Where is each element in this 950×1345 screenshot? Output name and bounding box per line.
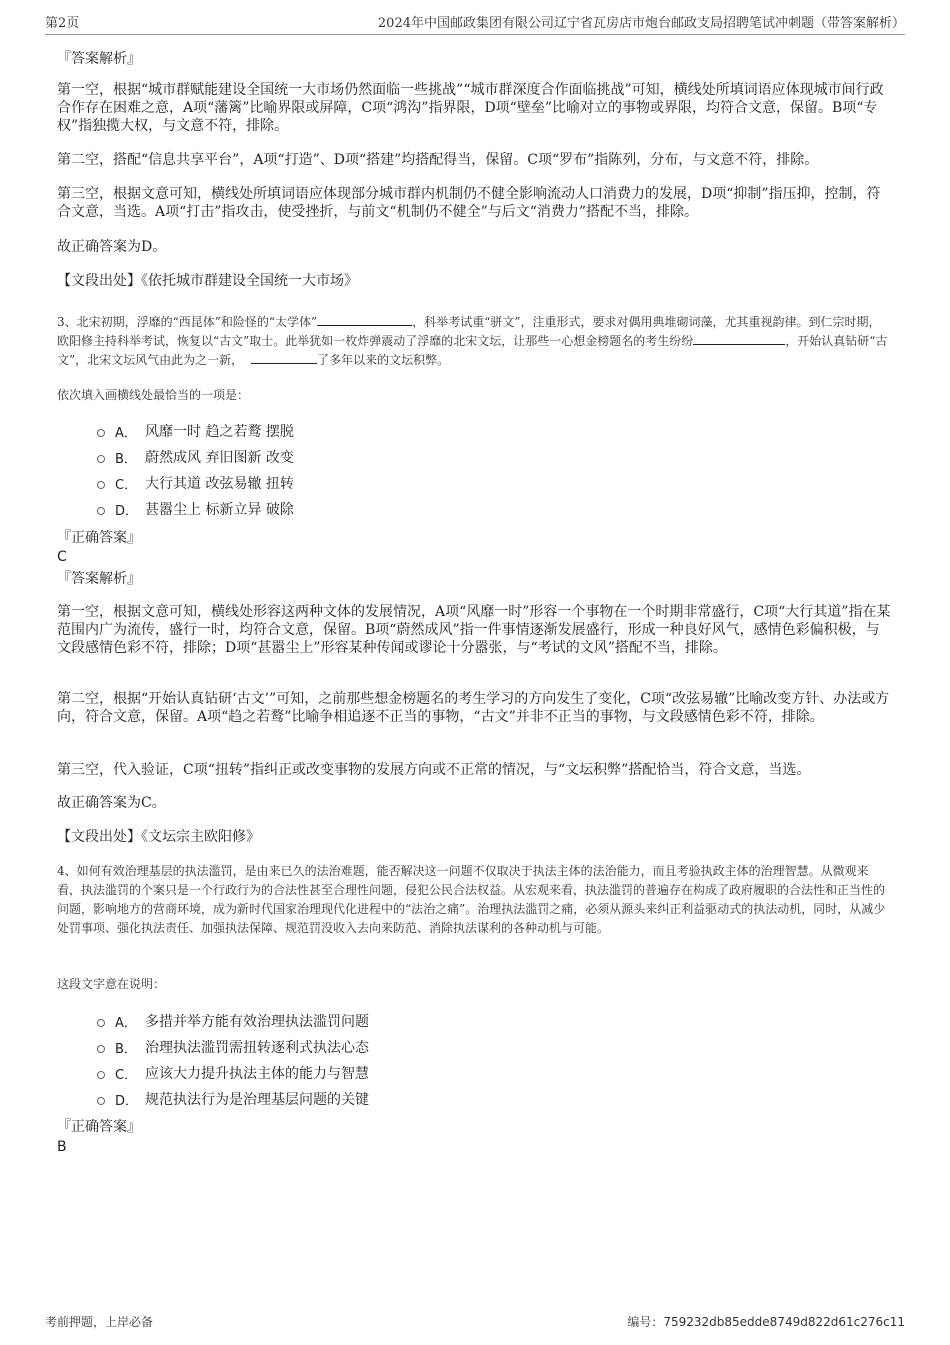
q3-option-c[interactable]: C． 大行其道 改弦易辙 扭转 <box>97 470 294 496</box>
q3-option-d[interactable]: D． 甚嚣尘上 标新立异 破除 <box>97 496 294 522</box>
q2-analysis-p3: 第三空，根据文意可知，横线处所填词语应体现部分城市群内机制仍不健全影响流动人口消费力的发展，D项“抑制”指压抑，控制，符合文意，当选。A项“打击”指攻击，使受挫折，与前文“机制仍不健全”与后文“消费力”搭配不当，排除。 <box>57 186 881 220</box>
q3-option-b[interactable]: B． 蔚然成风 弃旧图新 改变 <box>97 444 294 470</box>
footer-slogan: 考前押题，上岸必备 <box>45 1315 154 1329</box>
q3-stem-part4: 了多年以来的文坛积弊。 <box>317 353 450 367</box>
blank-2 <box>693 332 785 345</box>
q3-question <box>57 313 892 370</box>
blank-3 <box>251 351 317 364</box>
q3-analysis-p2: 第二空，根据“开始认真钻研‘古文’”可知，之前那些想金榜题名的考生学习的方向发生了变化，C项“改弦易辙”比喻改变方针、办法或方向，符合文意，保留。A项“趋之若鹜”比喻争相追逐不正当的事物，“古文”并非不正当的事物，与文段感情色彩不符，排除。 <box>57 691 890 725</box>
page-number: 第2页 <box>45 16 80 31</box>
radio-icon[interactable] <box>97 1019 105 1027</box>
document-title: 2024年中国邮政集团有限公司辽宁省瓦房店市炮台邮政支局招聘笔试冲刺题（带答案解析） <box>377 16 905 31</box>
q2-analysis-p2: 第二空，搭配“信息共享平台”，A项“打造”、D项“搭建”均搭配得当，保留。C项“罗布”指陈列，分布，与文意不符，排除。 <box>57 152 819 168</box>
q3-analysis-label: 『答案解析』 <box>57 571 141 587</box>
q3-stem-part2: ，科举考试重“骈文”，注重形式，要求对偶用典堆砌词藻，尤其重视韵律。到仁宗时期，欧阳修主持科举考试，恢复以“古文”取士。此举犹如一枚炸弹震动了浮靡的北宋文坛，让那些一心想金榜题名的考生纷纷 <box>57 315 881 348</box>
q4-option-b[interactable]: B． 治理执法滥罚需扭转逐利式执法心态 <box>97 1034 369 1060</box>
q4-options <box>97 1008 369 1112</box>
q4-prompt: 这段文字意在说明： <box>57 977 166 991</box>
radio-icon[interactable] <box>97 1071 105 1079</box>
q2-analysis-label: 『答案解析』 <box>57 51 141 67</box>
q4-answer-label: 『正确答案』 <box>57 1119 141 1135</box>
radio-icon[interactable] <box>97 455 105 463</box>
q4-option-c[interactable]: C． 应该大力提升执法主体的能力与智慧 <box>97 1060 369 1086</box>
page-header <box>45 12 905 35</box>
radio-icon[interactable] <box>97 481 105 489</box>
q2-analysis-p4: 故正确答案为D。 <box>57 239 167 255</box>
q2-analysis-p1: 第一空，根据“城市群赋能建设全国统一大市场仍然面临一些挑战”“城市群深度合作面临挑战”可知，横线处所填词语应体现城市间行政合作存在困难之意，A项“藩篱”比喻界限或屏障，C项“鸿沟”指界限，D项“壁垒”比喻对立的事物或界限，均符合文意，保留。B项“专权”指独揽大权，与文意不符，排除。 <box>57 82 884 134</box>
q3-analysis-p1: 第一空，根据文意可知，横线处形容这两种文体的发展情况，A项“风靡一时”形容一个事物在一个时期非常盛行，C项“大行其道”指在某范围内广为流传，盛行一时，均符合文意，保留。B项“蔚然成风”指一件事情逐渐发展盛行，形成一种良好风气，感情色彩偏积极，与文段感情色彩不符，排除；D项“甚嚣尘上”形容某种传闻或谬论十分嚣张，与“考试的文风”搭配不当，排除。 <box>57 604 891 656</box>
q3-options <box>97 418 294 522</box>
q3-stem-part1: 3、北宋初期，浮靡的“西昆体”和险怪的“太学体” <box>57 315 318 329</box>
radio-icon[interactable] <box>97 429 105 437</box>
q4-option-d[interactable]: D． 规范执法行为是治理基层问题的关键 <box>97 1086 369 1112</box>
page-footer <box>45 1313 905 1330</box>
radio-icon[interactable] <box>97 1097 105 1105</box>
q2-source: 【文段出处】《依托城市群建设全国统一大市场》 <box>57 273 358 289</box>
q3-answer: C <box>57 549 67 565</box>
q3-analysis-p3: 第三空，代入验证，C项“扭转”指纠正或改变事物的发展方向或不正常的情况，与“文坛积弊”搭配恰当，符合文意，当选。 <box>57 762 811 778</box>
radio-icon[interactable] <box>97 507 105 515</box>
q3-prompt: 依次填入画横线处最恰当的一项是： <box>57 388 250 402</box>
q3-answer-label: 『正确答案』 <box>57 530 141 546</box>
radio-icon[interactable] <box>97 1045 105 1053</box>
q4-option-a[interactable]: A． 多措并举方能有效治理执法滥罚问题 <box>97 1008 369 1034</box>
q3-option-a[interactable]: A． 风靡一时 趋之若鹜 摆脱 <box>97 418 294 444</box>
document-code: 编号：759232db85edde8749d822d61c276c11 <box>627 1315 905 1329</box>
q4-question: 4、如何有效治理基层的执法滥罚，是由来已久的法治难题，能否解决这一问题不仅取决于执法主体的法治能力，而且考验执政主体的治理智慧。从微观来看，执法滥罚的个案只是一个行政行为的合法性甚至合理性问题，侵犯公民合法权益。从宏观来看，执法滥罚的普遍存在构成了政府履职的合法性和正当性的问题，影响地方的营商环境，成为新时代国家治理现代化进程中的“法治之痛”。治理执法滥罚之痛，必须从源头来纠正利益驱动式的执法动机，同时，从减少处罚事项、强化执法责任、加强执法保障、规范罚没收入去向来防范、消除执法谋利的各种动机与可能。 <box>57 864 886 935</box>
q3-analysis-p4: 故正确答案为C。 <box>57 795 166 811</box>
blank-1 <box>317 313 412 326</box>
q4-answer: B <box>57 1139 67 1155</box>
q3-stem-part3: ，开始认真钻研“古文”，北宋文坛风气由此为之一新， <box>57 334 888 367</box>
q3-source: 【文段出处】《文坛宗主欧阳修》 <box>57 829 260 845</box>
